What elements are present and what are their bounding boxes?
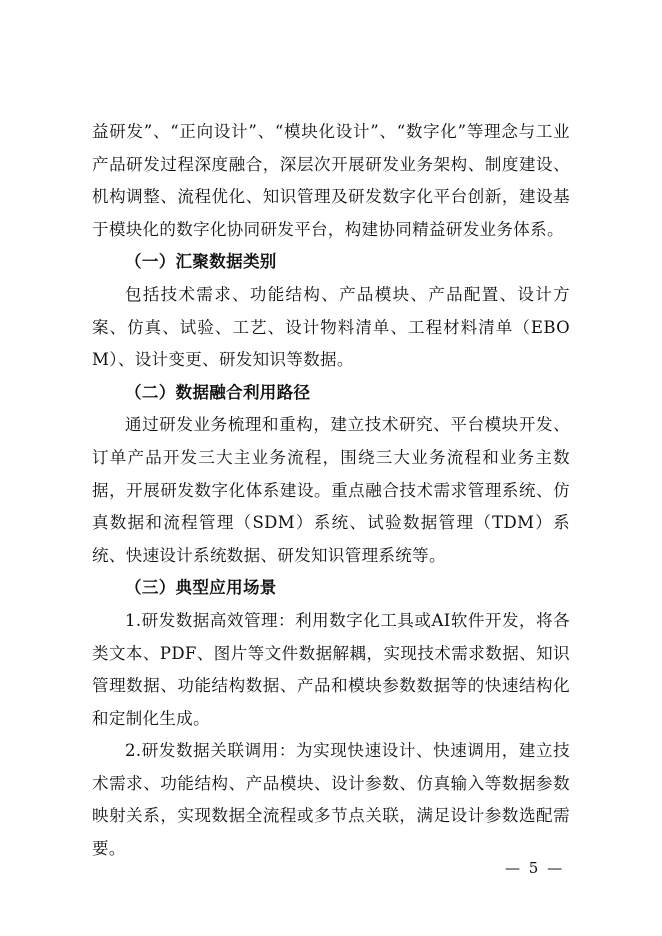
paragraph-scenario-2: 2.研发数据关联调用：为实现快速设计、快速调用，建立技术需求、功能结构、产品模块、设计参数、仿真输入等数据参数映射关系，实现数据全流程或多节点关联，满足设计参数选配需要。 (92, 741, 570, 859)
heading-data-categories: （一）汇聚数据类别 (125, 252, 277, 272)
paragraph-scenario-1: 1.研发数据高效管理：利用数字化工具或AI软件开发，将各类文本、PDF、图片等文件数据解耦，实现技术需求数据、知识管理数据、功能结构数据、产品和模块参数数据等的快速结构化和定制化生成。 (92, 610, 570, 728)
document-body (92, 116, 570, 866)
paragraph-intro-continued: 益研发”、“正向设计”、“模块化设计”、“数字化”等理念与工业产品研发过程深度融合，深层次开展研发业务架构、制度建设、机构调整、流程优化、知识管理及研发数字化平台创新，建设基于模块化的数字化协同研发平台，构建协同精益研发业务体系。 (92, 122, 570, 239)
page-number: — 5 — (505, 859, 565, 877)
heading-application-scenarios: （三）典型应用场景 (125, 578, 277, 598)
paragraph-fusion-path: 通过研发业务梳理和重构，建立技术研究、平台模块开发、订单产品开发三大主业务流程，围绕三大业务流程和业务主数据，开展研发数字化体系建设。重点融合技术需求管理系统、仿真数据和流程管理（SDM）系统、试验数据管理（TDM）系统、快速设计系统数据、研发知识管理系统等。 (92, 415, 570, 565)
paragraph-data-categories: 包括技术需求、功能结构、产品模块、产品配置、设计方案、仿真、试验、工艺、设计物料清单、工程材料清单（EBOM）、设计变更、研发知识等数据。 (92, 284, 570, 370)
heading-fusion-path: （二）数据融合利用路径 (125, 382, 311, 402)
